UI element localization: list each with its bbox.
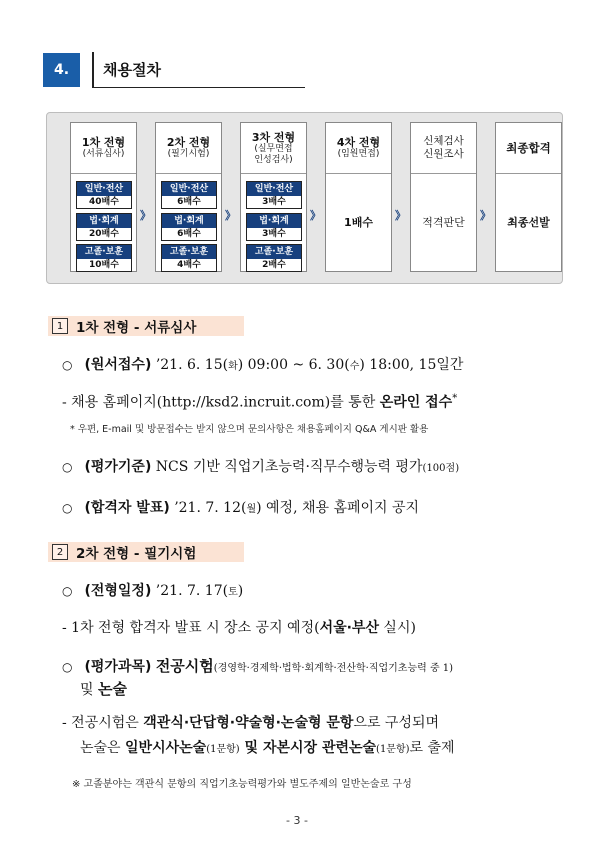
online-emphasis: 온라인 접수	[379, 394, 453, 411]
stage-title: 2차 전형	[166, 136, 211, 149]
step-title: 1차 전형 - 서류심사	[76, 320, 197, 336]
stage-subtitle: (서류심사)	[82, 149, 125, 159]
step-number-box: 2	[52, 544, 68, 560]
chip-value: 4배수	[162, 259, 216, 271]
place-text: 실시)	[378, 620, 416, 636]
receipt-date: ’21. 6. 15(	[155, 357, 229, 373]
arrow-icon: 》	[225, 209, 233, 222]
essay-count: (1문항)	[206, 744, 240, 755]
date-day: 토	[228, 587, 238, 598]
date-label: (전형일정)	[84, 583, 152, 599]
chip-value: 6배수	[162, 196, 216, 208]
criteria-score: (100점)	[422, 463, 460, 474]
chip-label: 일반·전산	[162, 182, 216, 196]
process-panel	[46, 112, 563, 284]
stage-4	[325, 122, 392, 272]
stage-3	[240, 122, 307, 272]
place-text: - 1차 전형 합격자 발표 시 장소 공지 예정(	[62, 620, 320, 636]
section-number: 4.	[43, 53, 80, 87]
stage-subtitle: 인성검사)	[254, 154, 293, 165]
receipt-day: 수	[349, 361, 360, 372]
criteria-label: (평가기준)	[84, 459, 152, 475]
stage-2-header	[156, 123, 221, 174]
section-title: 채용절차	[92, 52, 305, 88]
essay-count: (1문항)	[376, 744, 410, 755]
arrow-icon: 》	[140, 209, 148, 222]
circle-bullet-icon: ○	[62, 584, 73, 598]
announce-line	[62, 498, 419, 520]
circle-bullet-icon: ○	[62, 358, 73, 372]
chip-label: 고졸·보훈	[162, 245, 216, 259]
stage-1	[70, 122, 137, 272]
stage-subtitle: (임원면접)	[337, 149, 380, 159]
stage-title: 1차 전형	[81, 136, 126, 149]
subject-line-2	[80, 679, 127, 700]
date-line	[62, 581, 243, 603]
subject-line	[62, 656, 453, 679]
place-line	[62, 618, 416, 638]
chip	[246, 181, 302, 209]
page-number: - 3 -	[286, 814, 308, 827]
subject-essay: 논술	[97, 680, 127, 698]
chip-label: 일반·전산	[77, 182, 131, 196]
stage-subtitle: (실무면접	[254, 143, 293, 154]
subject-label: (평가과목)	[84, 659, 152, 675]
essay-emphasis: 일반시사논술	[125, 740, 207, 756]
subject-text: 및	[80, 682, 98, 698]
stage-result: 1배수	[344, 216, 373, 229]
step1-header	[48, 316, 244, 336]
essay-line	[80, 738, 455, 760]
chip	[76, 244, 132, 272]
chip-value: 3배수	[247, 228, 301, 240]
receipt-date: ) 18:00, 15일간	[359, 357, 464, 373]
essay-text: 논술은	[80, 740, 126, 756]
major-line	[62, 713, 439, 733]
chip-value: 2배수	[247, 259, 301, 271]
receipt-date: ) 09:00 ~ 6. 30(	[237, 357, 350, 373]
receipt-day: 화	[228, 361, 238, 372]
chip	[76, 213, 132, 241]
step-title: 2차 전형 - 필기시험	[76, 546, 197, 562]
stage-3-header	[241, 123, 306, 174]
major-emphasis: 객관식·단답형·약술형·논술형 문항	[143, 715, 354, 731]
circle-bullet-icon: ○	[62, 460, 73, 474]
chip-value: 3배수	[247, 196, 301, 208]
arrow-icon: 》	[310, 209, 318, 222]
announce-text: ) 예정, 채용 홈페이지 공지	[256, 500, 420, 516]
chip	[76, 181, 132, 209]
chip	[161, 244, 217, 272]
chip-label: 고졸·보훈	[77, 245, 131, 259]
chip-label: 법·회계	[247, 214, 301, 228]
step1-note: * 우편, E-mail 및 방문접수는 받지 않으며 문의사항은 채용홈페이지 Q&A 게시판 활용	[70, 424, 429, 435]
stage-title: 최종합격	[506, 140, 551, 155]
receipt-line	[62, 355, 463, 377]
circle-bullet-icon: ○	[62, 660, 73, 674]
stage-title: 신원조사	[423, 148, 464, 160]
stage-result: 최종선발	[507, 216, 550, 229]
essay-text: 및	[239, 740, 263, 756]
step2-header	[48, 542, 244, 562]
chip-value: 6배수	[162, 228, 216, 240]
stage-5-header	[411, 123, 476, 174]
online-line	[62, 389, 457, 413]
chip-label: 법·회계	[162, 214, 216, 228]
announce-day: 월	[246, 504, 257, 515]
stage-subtitle: (필기시험)	[167, 149, 210, 159]
chip	[161, 213, 217, 241]
date-text: ’21. 7. 17(	[151, 583, 229, 599]
footnote-mark: *	[452, 393, 458, 404]
place-cities: 서울·부산	[319, 620, 379, 636]
criteria-text: NCS 기반 직업기초능력·직무수행능력 평가	[151, 459, 423, 475]
chip-value: 40배수	[77, 196, 131, 208]
chip-value: 20배수	[77, 228, 131, 240]
chip-value: 10배수	[77, 259, 131, 271]
stage-6	[495, 122, 562, 272]
major-text: 으로 구성되며	[353, 715, 440, 731]
announce-date: ’21. 7. 12(	[169, 500, 247, 516]
stage-title: 3차 전형	[251, 130, 296, 144]
date-text: )	[237, 583, 244, 599]
circle-bullet-icon: ○	[62, 501, 73, 515]
step-number-box: 1	[52, 318, 68, 334]
stage-1-header	[71, 123, 136, 174]
chip-label: 고졸·보훈	[247, 245, 301, 259]
arrow-icon: 》	[480, 209, 488, 222]
chip-label: 일반·전산	[247, 182, 301, 196]
stage-5	[410, 122, 477, 272]
major-text: - 전공시험은	[62, 715, 144, 731]
online-text: - 채용 홈페이지(http://ksd2.incruit.com)를 통한	[62, 394, 380, 411]
chip	[246, 213, 302, 241]
subject-list: (경영학·경제학·법학·회계학·전산학·직업기초능력 중 1)	[213, 663, 454, 674]
chip-label: 법·회계	[77, 214, 131, 228]
step2-note: ※ 고졸분야는 객관식 문항의 직업기초능력평가와 별도주제의 일반논술로 구성	[72, 779, 412, 790]
stage-6-header	[496, 123, 561, 174]
chip	[246, 244, 302, 272]
stage-result: 적격판단	[422, 216, 465, 229]
stage-4-header	[326, 123, 391, 174]
chip	[161, 181, 217, 209]
stage-title: 신체검사	[423, 135, 464, 147]
essay-text: 로 출제	[409, 740, 455, 756]
arrow-icon: 》	[395, 209, 403, 222]
essay-emphasis: 자본시장 관련논술	[262, 740, 377, 756]
subject-major: 전공시험	[155, 657, 214, 675]
announce-label: (합격자 발표)	[84, 500, 170, 516]
stage-title: 4차 전형	[336, 136, 381, 149]
stage-2	[155, 122, 222, 272]
criteria-line	[62, 457, 459, 479]
receipt-label: (원서접수)	[84, 357, 152, 373]
